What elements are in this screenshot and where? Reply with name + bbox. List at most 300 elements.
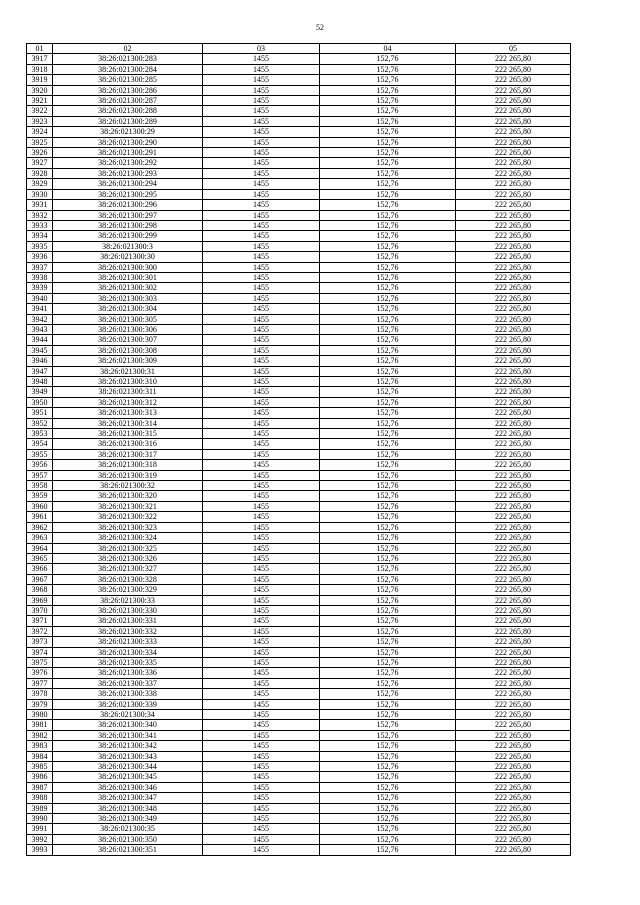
table-cell: 152,76 (320, 366, 456, 376)
table-cell: 222 265,80 (456, 356, 571, 366)
table-cell: 222 265,80 (456, 595, 571, 605)
table-cell: 152,76 (320, 460, 456, 470)
table-row (27, 345, 571, 355)
table-cell: 1455 (203, 293, 320, 303)
table-row (27, 54, 571, 64)
table-cell: 222 265,80 (456, 116, 571, 126)
table-cell: 38:26:021300:32 (53, 481, 203, 491)
table-cell: 152,76 (320, 335, 456, 345)
table-cell: 38:26:021300:299 (53, 231, 203, 241)
table-cell: 152,76 (320, 595, 456, 605)
table-row (27, 324, 571, 334)
table-cell: 222 265,80 (456, 460, 571, 470)
table-cell: 152,76 (320, 314, 456, 324)
table-cell: 152,76 (320, 741, 456, 751)
table-cell: 152,76 (320, 304, 456, 314)
table-cell: 3984 (27, 751, 53, 761)
table-cell: 3937 (27, 262, 53, 272)
table-cell: 38:26:021300:293 (53, 168, 203, 178)
table-cell: 1455 (203, 522, 320, 532)
table-cell: 3983 (27, 741, 53, 751)
table-cell: 38:26:021300:304 (53, 304, 203, 314)
table-row (27, 710, 571, 720)
table-cell: 38:26:021300:333 (53, 637, 203, 647)
table-row (27, 75, 571, 85)
table-cell: 38:26:021300:323 (53, 522, 203, 532)
table-cell: 222 265,80 (456, 501, 571, 511)
table-cell: 1455 (203, 710, 320, 720)
table-cell: 3943 (27, 324, 53, 334)
table-cell: 1455 (203, 148, 320, 158)
table-cell: 38:26:021300:326 (53, 553, 203, 563)
table-row (27, 626, 571, 636)
table-cell: 3945 (27, 345, 53, 355)
table-row (27, 304, 571, 314)
table-cell: 152,76 (320, 845, 456, 855)
table-row (27, 189, 571, 199)
table-cell: 38:26:021300:3 (53, 241, 203, 251)
table-cell: 38:26:021300:30 (53, 252, 203, 262)
table-cell: 222 265,80 (456, 793, 571, 803)
table-row (27, 574, 571, 584)
table-cell: 3921 (27, 96, 53, 106)
table-cell: 152,76 (320, 148, 456, 158)
table-cell: 1455 (203, 137, 320, 147)
table-cell: 38:26:021300:340 (53, 720, 203, 730)
table-cell: 38:26:021300:316 (53, 439, 203, 449)
table-cell: 38:26:021300:297 (53, 210, 203, 220)
table-cell: 152,76 (320, 137, 456, 147)
table-cell: 1455 (203, 408, 320, 418)
table-cell: 3933 (27, 220, 53, 230)
table-row (27, 782, 571, 792)
table-cell: 152,76 (320, 200, 456, 210)
table-cell: 222 265,80 (456, 449, 571, 459)
header-row (27, 44, 571, 54)
table-cell: 222 265,80 (456, 127, 571, 137)
table-cell: 38:26:021300:335 (53, 657, 203, 667)
table-cell: 152,76 (320, 793, 456, 803)
table-cell: 222 265,80 (456, 585, 571, 595)
table-cell: 3985 (27, 762, 53, 772)
table-cell: 1455 (203, 200, 320, 210)
table-cell: 3929 (27, 179, 53, 189)
table-cell: 38:26:021300:343 (53, 751, 203, 761)
page-number: 52 (316, 23, 324, 32)
table-cell: 3927 (27, 158, 53, 168)
table-cell: 3944 (27, 335, 53, 345)
table-cell: 3968 (27, 585, 53, 595)
table-cell: 222 265,80 (456, 272, 571, 282)
table-cell: 38:26:021300:342 (53, 741, 203, 751)
table-cell: 3935 (27, 241, 53, 251)
table-cell: 38:26:021300:309 (53, 356, 203, 366)
table-cell: 152,76 (320, 553, 456, 563)
table-cell: 1455 (203, 533, 320, 543)
table-cell: 222 265,80 (456, 782, 571, 792)
table-cell: 3967 (27, 574, 53, 584)
table-cell: 38:26:021300:339 (53, 699, 203, 709)
table-cell: 1455 (203, 762, 320, 772)
table-cell: 38:26:021300:325 (53, 543, 203, 553)
table-cell: 152,76 (320, 54, 456, 64)
table-cell: 222 265,80 (456, 387, 571, 397)
table-cell: 152,76 (320, 75, 456, 85)
table-cell: 3950 (27, 397, 53, 407)
table-cell: 38:26:021300:319 (53, 470, 203, 480)
table-cell: 38:26:021300:313 (53, 408, 203, 418)
table-body (27, 54, 571, 855)
table-cell: 1455 (203, 803, 320, 813)
table-cell: 3972 (27, 626, 53, 636)
table-cell: 222 265,80 (456, 772, 571, 782)
table-row (27, 845, 571, 855)
table-cell: 3982 (27, 730, 53, 740)
table-row (27, 814, 571, 824)
table-row (27, 647, 571, 657)
table-cell: 152,76 (320, 657, 456, 667)
table-cell: 38:26:021300:329 (53, 585, 203, 595)
table-row (27, 64, 571, 74)
table-row (27, 699, 571, 709)
table-cell: 1455 (203, 647, 320, 657)
table-row (27, 834, 571, 844)
table-cell: 222 265,80 (456, 512, 571, 522)
table-cell: 38:26:021300:290 (53, 137, 203, 147)
table-cell: 3977 (27, 678, 53, 688)
table-cell: 38:26:021300:349 (53, 814, 203, 824)
table-cell: 152,76 (320, 720, 456, 730)
table-cell: 222 265,80 (456, 304, 571, 314)
table-cell: 38:26:021300:285 (53, 75, 203, 85)
table-cell: 152,76 (320, 491, 456, 501)
table-cell: 38:26:021300:328 (53, 574, 203, 584)
table-cell: 222 265,80 (456, 231, 571, 241)
table-cell: 222 265,80 (456, 335, 571, 345)
table-cell: 38:26:021300:315 (53, 429, 203, 439)
table-row (27, 387, 571, 397)
table-cell: 1455 (203, 356, 320, 366)
table-cell: 152,76 (320, 397, 456, 407)
table-cell: 152,76 (320, 116, 456, 126)
table-cell: 152,76 (320, 429, 456, 439)
table-cell: 1455 (203, 252, 320, 262)
table-cell: 3919 (27, 75, 53, 85)
table-cell: 152,76 (320, 470, 456, 480)
table-cell: 152,76 (320, 668, 456, 678)
table-cell: 38:26:021300:327 (53, 564, 203, 574)
table-cell: 1455 (203, 470, 320, 480)
table-row (27, 220, 571, 230)
table-cell: 38:26:021300:289 (53, 116, 203, 126)
table-row (27, 148, 571, 158)
table-cell: 38:26:021300:314 (53, 418, 203, 428)
table-cell: 152,76 (320, 543, 456, 553)
table-cell: 3952 (27, 418, 53, 428)
table-cell: 222 265,80 (456, 345, 571, 355)
table-row (27, 512, 571, 522)
table-row (27, 668, 571, 678)
table-cell: 38:26:021300:291 (53, 148, 203, 158)
table-row (27, 543, 571, 553)
table-cell: 38:26:021300:35 (53, 824, 203, 834)
table-cell: 38:26:021300:298 (53, 220, 203, 230)
table-cell: 1455 (203, 283, 320, 293)
table-cell: 1455 (203, 782, 320, 792)
table-cell: 152,76 (320, 127, 456, 137)
table-cell: 3981 (27, 720, 53, 730)
table-cell: 1455 (203, 626, 320, 636)
table-row (27, 762, 571, 772)
table-cell: 3940 (27, 293, 53, 303)
table-cell: 222 265,80 (456, 491, 571, 501)
table-cell: 222 265,80 (456, 481, 571, 491)
table-cell: 222 265,80 (456, 252, 571, 262)
column-header: 02 (53, 44, 203, 54)
table-cell: 222 265,80 (456, 699, 571, 709)
table-row (27, 252, 571, 262)
table-cell: 1455 (203, 720, 320, 730)
table-cell: 222 265,80 (456, 834, 571, 844)
table-cell: 1455 (203, 158, 320, 168)
table-cell: 1455 (203, 793, 320, 803)
table-cell: 152,76 (320, 168, 456, 178)
table-cell: 152,76 (320, 574, 456, 584)
table-cell: 3969 (27, 595, 53, 605)
table-cell: 38:26:021300:345 (53, 772, 203, 782)
table-cell: 222 265,80 (456, 137, 571, 147)
table-cell: 1455 (203, 304, 320, 314)
table-row (27, 408, 571, 418)
table-cell: 3966 (27, 564, 53, 574)
table-cell: 3934 (27, 231, 53, 241)
table-cell: 1455 (203, 335, 320, 345)
table-cell: 222 265,80 (456, 324, 571, 334)
table-cell: 38:26:021300:336 (53, 668, 203, 678)
table-cell: 1455 (203, 449, 320, 459)
table-cell: 38:26:021300:320 (53, 491, 203, 501)
table-cell: 1455 (203, 585, 320, 595)
table-cell: 38:26:021300:303 (53, 293, 203, 303)
table-cell: 152,76 (320, 772, 456, 782)
table-cell: 3931 (27, 200, 53, 210)
table-cell: 38:26:021300:288 (53, 106, 203, 116)
table-cell: 38:26:021300:286 (53, 85, 203, 95)
table-cell: 152,76 (320, 293, 456, 303)
table-cell: 3980 (27, 710, 53, 720)
table-row (27, 241, 571, 251)
table-cell: 222 265,80 (456, 730, 571, 740)
table-cell: 1455 (203, 637, 320, 647)
table-cell: 3946 (27, 356, 53, 366)
table-row (27, 293, 571, 303)
table-cell: 152,76 (320, 564, 456, 574)
table-cell: 152,76 (320, 158, 456, 168)
table-cell: 1455 (203, 387, 320, 397)
table-cell: 3926 (27, 148, 53, 158)
table-cell: 3989 (27, 803, 53, 813)
table-cell: 1455 (203, 189, 320, 199)
table-cell: 1455 (203, 845, 320, 855)
table-row (27, 314, 571, 324)
table-row (27, 501, 571, 511)
table-cell: 1455 (203, 564, 320, 574)
table-cell: 152,76 (320, 481, 456, 491)
table-cell: 152,76 (320, 730, 456, 740)
table-cell: 38:26:021300:334 (53, 647, 203, 657)
table-cell: 222 265,80 (456, 647, 571, 657)
table-cell: 222 265,80 (456, 64, 571, 74)
table-cell: 152,76 (320, 449, 456, 459)
table-cell: 1455 (203, 262, 320, 272)
table-cell: 1455 (203, 314, 320, 324)
table-cell: 3957 (27, 470, 53, 480)
table-cell: 1455 (203, 574, 320, 584)
table-cell: 152,76 (320, 418, 456, 428)
table-cell: 38:26:021300:322 (53, 512, 203, 522)
table-cell: 38:26:021300:344 (53, 762, 203, 772)
table-cell: 152,76 (320, 231, 456, 241)
table-cell: 152,76 (320, 408, 456, 418)
table-cell: 222 265,80 (456, 553, 571, 563)
table-cell: 3988 (27, 793, 53, 803)
table-cell: 152,76 (320, 814, 456, 824)
table-cell: 152,76 (320, 210, 456, 220)
table-cell: 3951 (27, 408, 53, 418)
table-cell: 3920 (27, 85, 53, 95)
table-row (27, 158, 571, 168)
table-cell: 222 265,80 (456, 751, 571, 761)
table-cell: 152,76 (320, 710, 456, 720)
table-cell: 3979 (27, 699, 53, 709)
table-cell: 222 265,80 (456, 710, 571, 720)
table-cell: 38:26:021300:331 (53, 616, 203, 626)
table-row (27, 803, 571, 813)
table-row (27, 377, 571, 387)
table-cell: 1455 (203, 324, 320, 334)
table-cell: 3992 (27, 834, 53, 844)
table-cell: 38:26:021300:305 (53, 314, 203, 324)
table-cell: 38:26:021300:337 (53, 678, 203, 688)
table-cell: 152,76 (320, 252, 456, 262)
table-row (27, 397, 571, 407)
table-cell: 38:26:021300:332 (53, 626, 203, 636)
table-row (27, 106, 571, 116)
table-cell: 1455 (203, 595, 320, 605)
table-cell: 3990 (27, 814, 53, 824)
table-row (27, 231, 571, 241)
table-cell: 38:26:021300:350 (53, 834, 203, 844)
table-cell: 152,76 (320, 387, 456, 397)
table-cell: 222 265,80 (456, 845, 571, 855)
table-cell: 222 265,80 (456, 814, 571, 824)
table-cell: 222 265,80 (456, 189, 571, 199)
table-cell: 38:26:021300:307 (53, 335, 203, 345)
table-cell: 222 265,80 (456, 106, 571, 116)
table-cell: 152,76 (320, 605, 456, 615)
table-row (27, 179, 571, 189)
table-cell: 152,76 (320, 533, 456, 543)
table-cell: 222 265,80 (456, 439, 571, 449)
table-row (27, 96, 571, 106)
table-cell: 152,76 (320, 751, 456, 761)
table-row (27, 439, 571, 449)
table-cell: 38:26:021300:296 (53, 200, 203, 210)
table-cell: 38:26:021300:294 (53, 179, 203, 189)
table-cell: 3976 (27, 668, 53, 678)
table-cell: 222 265,80 (456, 626, 571, 636)
table-cell: 38:26:021300:324 (53, 533, 203, 543)
table-cell: 1455 (203, 460, 320, 470)
table-cell: 152,76 (320, 85, 456, 95)
table-cell: 3978 (27, 689, 53, 699)
table-row (27, 793, 571, 803)
table-cell: 3954 (27, 439, 53, 449)
table-cell: 1455 (203, 605, 320, 615)
table-cell: 222 265,80 (456, 366, 571, 376)
table-cell: 152,76 (320, 106, 456, 116)
table-cell: 222 265,80 (456, 470, 571, 480)
table-cell: 3973 (27, 637, 53, 647)
table-cell: 152,76 (320, 699, 456, 709)
table-row (27, 637, 571, 647)
table-row (27, 85, 571, 95)
table-cell: 222 265,80 (456, 720, 571, 730)
table-cell: 1455 (203, 772, 320, 782)
table-cell: 222 265,80 (456, 418, 571, 428)
table-cell: 3964 (27, 543, 53, 553)
table-cell: 38:26:021300:318 (53, 460, 203, 470)
table-cell: 152,76 (320, 585, 456, 595)
table-cell: 222 265,80 (456, 689, 571, 699)
table-cell: 1455 (203, 231, 320, 241)
table-cell: 38:26:021300:287 (53, 96, 203, 106)
table-row (27, 553, 571, 563)
table-cell: 1455 (203, 553, 320, 563)
table-cell: 152,76 (320, 678, 456, 688)
table-cell: 3936 (27, 252, 53, 262)
table-cell: 38:26:021300:321 (53, 501, 203, 511)
table-cell: 3938 (27, 272, 53, 282)
table-cell: 152,76 (320, 220, 456, 230)
table-cell: 222 265,80 (456, 168, 571, 178)
table-cell: 222 265,80 (456, 605, 571, 615)
table-cell: 222 265,80 (456, 574, 571, 584)
table-cell: 38:26:021300:302 (53, 283, 203, 293)
table-cell: 1455 (203, 512, 320, 522)
table-cell: 1455 (203, 54, 320, 64)
table-row (27, 616, 571, 626)
table-cell: 1455 (203, 397, 320, 407)
table-cell: 152,76 (320, 647, 456, 657)
table-row (27, 262, 571, 272)
table-cell: 152,76 (320, 512, 456, 522)
table-cell: 1455 (203, 220, 320, 230)
table-cell: 3930 (27, 189, 53, 199)
table-cell: 152,76 (320, 689, 456, 699)
table-row (27, 689, 571, 699)
table-cell: 152,76 (320, 803, 456, 813)
table-cell: 222 265,80 (456, 54, 571, 64)
table-cell: 1455 (203, 616, 320, 626)
table-cell: 222 265,80 (456, 522, 571, 532)
table-row (27, 460, 571, 470)
table-cell: 3924 (27, 127, 53, 137)
column-header: 01 (27, 44, 53, 54)
table-cell: 38:26:021300:292 (53, 158, 203, 168)
table-cell: 1455 (203, 678, 320, 688)
table-cell: 222 265,80 (456, 314, 571, 324)
